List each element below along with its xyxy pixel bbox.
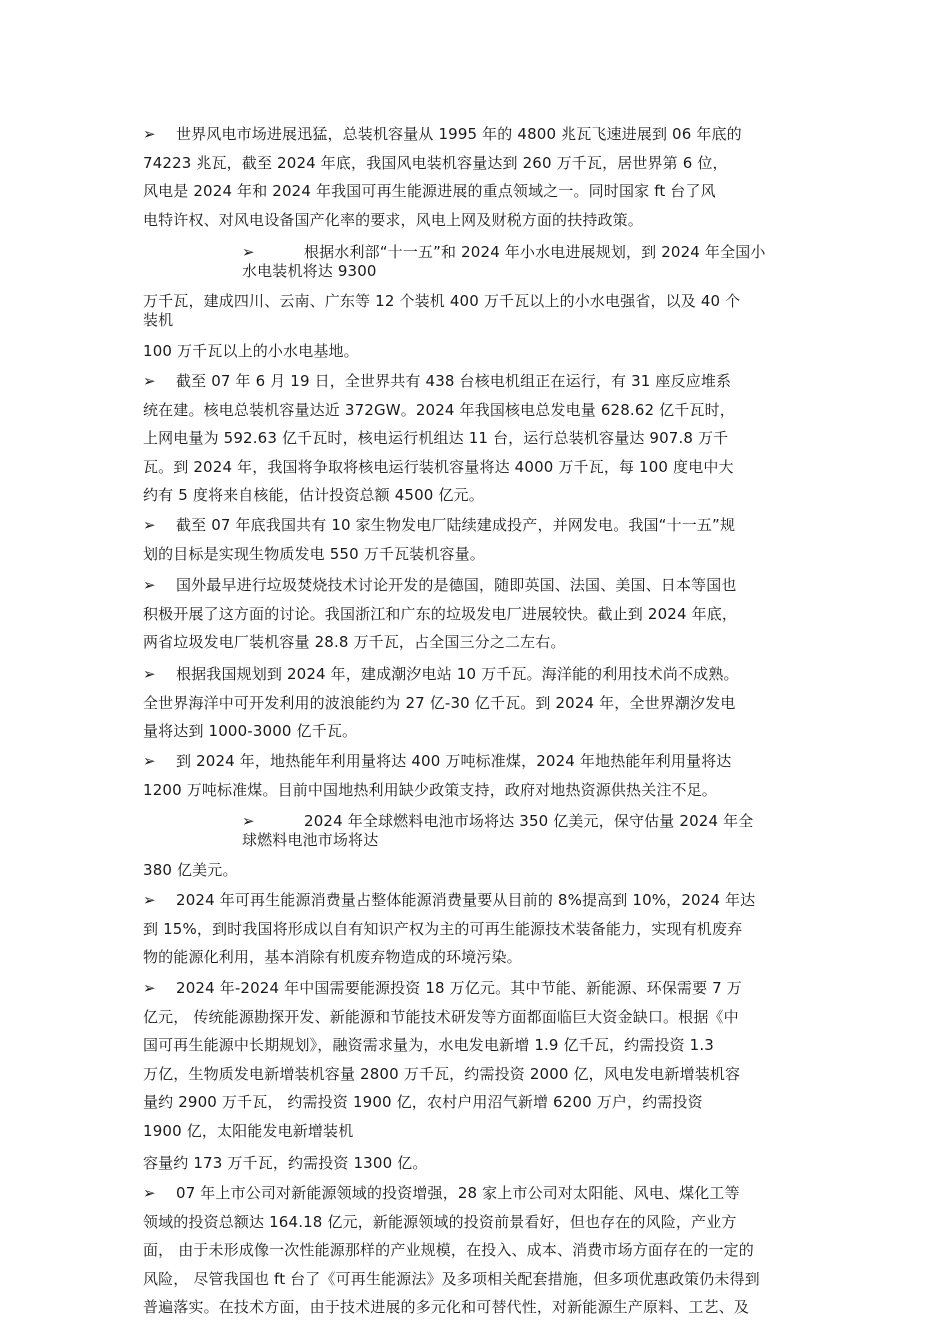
text-line: 装机 [143, 311, 174, 329]
text-line: ➢ 2024 年可再生能源消费量占整体能源消费量要从目前的 8%提高到 10%，2024 年达 [143, 886, 811, 915]
arrow-bullet-icon: ➢ [143, 752, 156, 770]
arrow-bullet-icon: ➢ [143, 665, 156, 683]
paragraph-biomass [143, 511, 811, 568]
text-line: 到 15%，到时我国将形成以自有知识产权为主的可再生能源技术装备能力，实现有机废弃 [143, 919, 743, 938]
text-line: 容量约 173 万千瓦，约需投资 1300 亿。 [143, 1154, 428, 1172]
arrow-bullet-icon: ➢ [143, 576, 156, 594]
arrow-bullet-icon: ➢ [242, 243, 255, 261]
text-line: 物的能源化利用，基本消除有机废弃物造成的环境污染。 [143, 948, 522, 966]
text-line: 量将达到 1000-3000 亿千瓦。 [143, 722, 358, 740]
arrow-bullet-icon: ➢ [143, 516, 156, 534]
paragraph-geothermal [143, 747, 811, 804]
paragraph-small-hydro-continued [143, 292, 823, 330]
text-line: 领域的投资总额达 164.18 亿元，新能源领域的投资前景看好，但也存在的风险，产业方 [143, 1212, 737, 1231]
text-line: 风电是 2024 年和 2024 年我国可再生能源进展的重点领域之一。同时国家 ft 台了风 [143, 182, 716, 200]
arrow-bullet-icon: ➢ [242, 812, 255, 830]
text-line: ➢ 2024 年-2024 年中国需要能源投资 18 万亿元。其中节能、新能源、环保需要 7 万 [143, 974, 811, 1003]
text-line: ➢ 国外最早进行垃圾焚烧技术讨论开发的是德国，随即英国、法国、美国、日本等国也 [143, 571, 811, 600]
text-line: 亿元， 传统能源勘探开发、新能源和节能技术研发等方面都面临巨大资金缺口。根据《中 [143, 1007, 739, 1026]
text-line: 两省垃圾发电厂装机容量 28.8 万千瓦，占全国三分之二左右。 [143, 633, 566, 651]
text-line: 球燃料电池市场将达 [242, 831, 379, 849]
text-line: 水电装机将达 9300 [242, 262, 377, 280]
text-line: 100 万千瓦以上的小水电基地。 [143, 342, 359, 360]
text-line: ➢ 2024 年全球燃料电池市场将达 350 亿美元，保守估量 2024 年全 [242, 812, 754, 830]
text-line: 全世界海洋中可开发利用的波浪能约为 27 亿-30 亿千瓦。到 2024 年，全世界潮汐发电 [143, 693, 736, 712]
paragraph-wind-power [143, 120, 811, 234]
text-line: 电特许权、对风电设备国产化率的要求，风电上网及财税方面的扶持政策。 [143, 210, 643, 229]
text-line: ➢ 截至 07 年底我国共有 10 家生物发电厂陆续建成投产，并网发电。我国“十一五”规 [143, 511, 811, 540]
text-line: 约有 5 度将来自核能，估计投资总额 4500 亿元。 [143, 486, 484, 504]
arrow-bullet-icon: ➢ [143, 891, 156, 909]
arrow-bullet-icon: ➢ [143, 979, 156, 997]
text-line: 积极开展了这方面的讨论。我国浙江和广东的垃圾发电厂进展较快。截止到 2024 年底， [143, 604, 738, 623]
text-line: 国可再生能源中长期规划》，融资需求量为，水电发电新增 1.9 亿千瓦，约需投资 1.3 [143, 1036, 714, 1054]
text-line: ➢ 07 年上市公司对新能源领域的投资增强，28 家上市公司对太阳能、风电、煤化工等 [143, 1179, 811, 1208]
text-line: 风险， 尽管我国也 ft 台了《可再生能源法》及多项相关配套措施，但多项优惠政策仍未得到 [143, 1269, 760, 1288]
paragraph-nuclear [143, 367, 811, 510]
paragraph-tidal [143, 660, 811, 746]
paragraph-fuel-cells [143, 812, 823, 850]
text-line: 380 亿美元。 [143, 861, 238, 879]
text-line: ➢ 根据水利部“十一五”和 2024 年小水电进展规划，到 2024 年全国小 [242, 243, 766, 261]
text-line: 瓦。到 2024 年，我国将争取将核电运行装机容量将达 4000 万千瓦，每 100 度电中大 [143, 457, 734, 476]
text-line: 统在建。核电总装机容量达近 372GW。2024 年我国核电总发电量 628.62 亿千瓦时， [143, 400, 735, 419]
arrow-bullet-icon: ➢ [143, 125, 156, 143]
text-line: ➢ 到 2024 年，地热能年利用量将达 400 万吨标准煤，2024 年地热能年利用量将达 [143, 747, 811, 776]
paragraph-small-hydro [143, 243, 823, 281]
paragraph-renewable-share [143, 886, 811, 972]
text-line: 74223 兆瓦，截至 2024 年底，我国风电装机容量达到 260 万千瓦，居世界第 6 位， [143, 153, 728, 172]
text-line: ➢ 根据我国规划到 2024 年，建成潮汐电站 10 万千瓦。海洋能的利用技术尚不成熟。 [143, 660, 811, 689]
text-line: 万千瓦，建成四川、云南、广东等 12 个装机 400 万千瓦以上的小水电强省，以及 40 个 [143, 292, 741, 310]
arrow-bullet-icon: ➢ [143, 372, 156, 390]
text-line: ➢ 世界风电市场进展迅猛，总装机容量从 1995 年的 4800 兆瓦飞速进展到 06 年底的 [143, 120, 811, 149]
text-line: 万亿，生物质发电新增装机容量 2800 万千瓦，约需投资 2000 亿，风电发电新增装机容 [143, 1064, 741, 1083]
text-line: 1900 亿，太阳能发电新增装机 [143, 1121, 354, 1140]
text-line: 普遍落实。在技术方面，由于技术进展的多元化和可替代性，对新能源生产原料、工艺、及 [143, 1298, 750, 1316]
arrow-bullet-icon: ➢ [143, 1184, 156, 1202]
text-line: ➢ 截至 07 年 6 月 19 日，全世界共有 438 台核电机组正在运行，有 31 座反应堆系 [143, 367, 811, 396]
text-line: 面， 由于未形成像一次性能源那样的产业规模，在投入、成本、消费市场方面存在的一定的 [143, 1241, 754, 1259]
paragraph-listed-companies [143, 1179, 811, 1322]
paragraph-waste-power [143, 571, 811, 657]
paragraph-energy-investment [143, 974, 811, 1145]
text-line: 量约 2900 万千瓦， 约需投资 1900 亿，农村户用沼气新增 6200 万户，约需投资 [143, 1093, 703, 1111]
text-line: 1200 万吨标准煤。目前中国地热利用缺少政策支持，政府对地热资源供热关注不足。 [143, 780, 717, 799]
text-line: 划的目标是实现生物质发电 550 万千瓦装机容量。 [143, 544, 485, 563]
text-line: 上网电量为 592.63 亿千瓦时，核电运行机组达 11 台，运行总装机容量达 907.8 万千 [143, 429, 729, 447]
